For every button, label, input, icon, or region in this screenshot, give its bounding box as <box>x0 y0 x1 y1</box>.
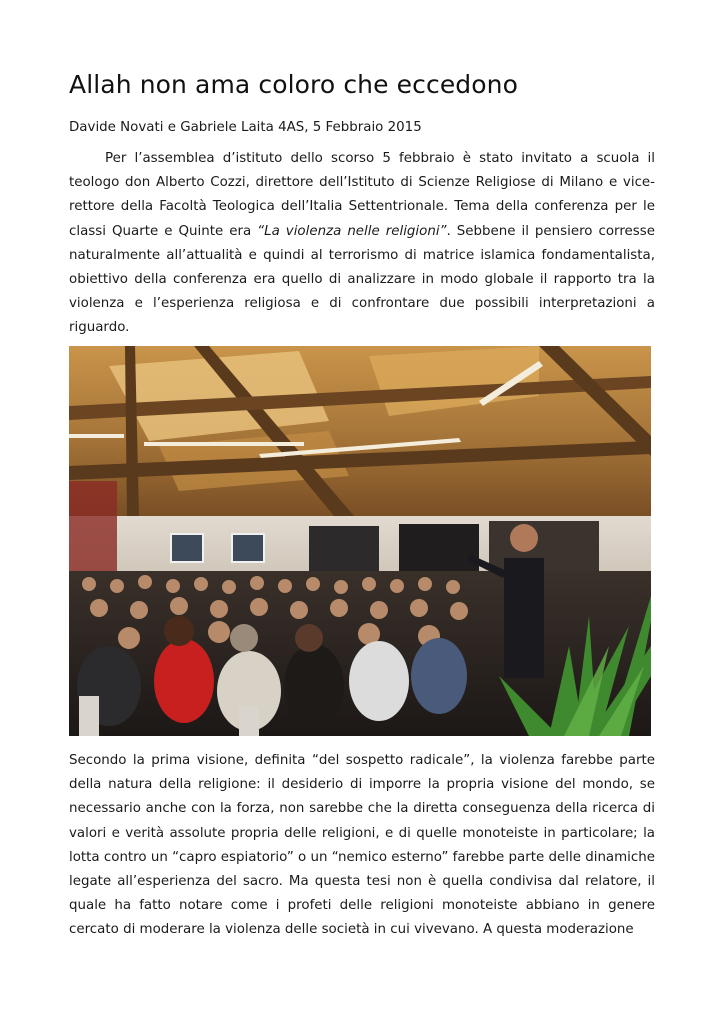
paragraph-intro <box>69 147 655 341</box>
article-byline: Davide Novati e Gabriele Laita 4AS, 5 Febbraio 2015 <box>69 120 422 135</box>
red-jacket-person <box>154 639 214 723</box>
paragraph-intro-text-end: . Sebbene il pensiero corresse naturalmente all’attualità e quindi al terrorismo di matrice islamica fondamentalista, obiettivo della conferenza era quello di analizzare in modo globale il rapporto tra la violenza e l’esperienza religiosa e di confrontare due possibili interpretazioni a riguardo. <box>69 223 655 336</box>
conference-title-quote: “La violenza nelle religioni” <box>257 223 447 239</box>
conference-photo <box>69 346 651 736</box>
article-title: Allah non ama coloro che eccedono <box>69 70 519 99</box>
speaker <box>504 558 544 678</box>
paragraph-intro-text: Per l’assemblea d’istituto dello scorso 5 febbraio è stato invitato a scuola il teologo don Alberto Cozzi, direttore dell’Istituto di Scienze Religiose di Milano e vice-rettore della Facoltà Teologica dell’Italia Settentrionale. Tema della conferenza per le classi Quarte e Quinte era <box>69 151 655 239</box>
paragraph-body: Secondo la prima visione, definita “del sospetto radicale”, la violenza farebbe parte della natura della religione: il desiderio di imporre la propria visione del mondo, se necessario anche con la forza, non sarebbe che la diretta conseguenza della ricerca di valori e verità assolute propria delle religioni, e di quelle monoteiste in particolare; la lotta contro un “capro espiatorio” o un “nemico esterno” farebbe parte delle dinamiche legate all’esperienza del sacro. Ma questa tesi non è quella condivisa dal relatore, il quale ha fatto notare come i profeti delle religioni monoteiste abbiano in genere cercato di moderare la violenza delle società in cui vivevano. A questa moderazione <box>69 753 655 938</box>
